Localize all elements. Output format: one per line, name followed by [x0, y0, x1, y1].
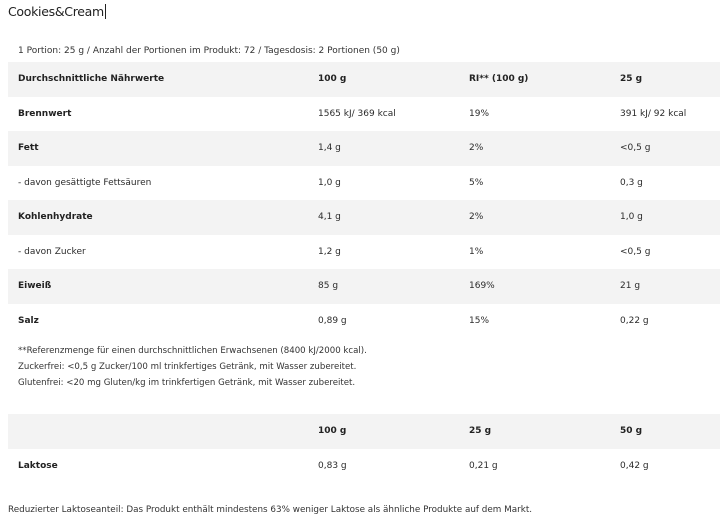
nutrition-table [8, 62, 720, 338]
nutrient-name: Eiweiß [18, 281, 52, 291]
nutrition-header-row [8, 62, 720, 97]
header-25g: 25 g [469, 426, 492, 436]
value-ri: 5% [469, 177, 484, 188]
nutrient-name: - davon gesättigte Fettsäuren [18, 177, 152, 188]
table-row [8, 449, 720, 484]
value-100g: 4,1 g [318, 212, 341, 222]
nutrient-name: Brennwert [18, 108, 72, 119]
table-row [8, 131, 720, 166]
value-ri: 15% [469, 315, 490, 326]
value-100g: 1,4 g [318, 143, 341, 153]
value-100g: 0,83 g [318, 461, 347, 471]
footnote-gluten-free: Glutenfrei: <20 mg Gluten/kg im trinkfertigen Getränk, mit Wasser zubereitet. [18, 378, 356, 388]
header-50g: 50 g [620, 426, 643, 436]
header-25g: 25 g [620, 74, 643, 84]
table-row [8, 97, 720, 132]
value-25g: 0,21 g [469, 461, 498, 471]
table-row [8, 166, 720, 201]
header-100g: 100 g [318, 426, 347, 436]
value-ri: 169% [469, 281, 495, 291]
table-row [8, 235, 720, 270]
value-100g: 1,2 g [318, 246, 341, 257]
value-25g: 1,0 g [620, 212, 643, 222]
nutrient-name: Laktose [18, 461, 58, 471]
value-100g: 0,89 g [318, 315, 347, 326]
footnote-ri: **Referenzmenge für einen durchschnittlichen Erwachsenen (8400 kJ/2000 kcal). [18, 346, 367, 356]
table-row [8, 269, 720, 304]
header-100g: 100 g [318, 74, 347, 84]
value-50g: 0,42 g [620, 461, 649, 471]
nutrient-name: Fett [18, 143, 39, 153]
nutrient-name: - davon Zucker [18, 246, 86, 257]
value-ri: 1% [469, 246, 484, 257]
header-nutrient: Durchschnittliche Nährwerte [18, 74, 165, 84]
product-title[interactable] [8, 4, 106, 19]
value-ri: 19% [469, 108, 490, 119]
text-cursor [105, 4, 106, 19]
value-25g: 391 kJ/ 92 kcal [620, 108, 687, 119]
footnotes [8, 339, 720, 395]
value-25g: <0,5 g [620, 143, 651, 153]
value-25g: 21 g [620, 281, 641, 291]
nutrient-name: Salz [18, 315, 39, 326]
value-25g: <0,5 g [620, 246, 651, 257]
value-100g: 1565 kJ/ 369 kcal [318, 108, 396, 119]
value-100g: 1,0 g [318, 177, 341, 188]
table-row [8, 200, 720, 235]
footnote-sugar-free: Zuckerfrei: <0,5 g Zucker/100 ml trinkfertiges Getränk, mit Wasser zubereitet. [18, 362, 357, 372]
product-title-text: Cookies&Cream [8, 4, 104, 19]
lactose-note: Reduzierter Laktoseanteil: Das Produkt enthält mindestens 63% weniger Laktose als ähnliche Produkte auf dem Markt. [8, 505, 533, 515]
portion-info: 1 Portion: 25 g / Anzahl der Portionen im Produkt: 72 / Tagesdosis: 2 Portionen (50 g) [18, 46, 400, 56]
lactose-header-row [8, 414, 720, 449]
value-ri: 2% [469, 143, 484, 153]
lactose-table [8, 414, 720, 484]
table-row [8, 304, 720, 339]
value-ri: 2% [469, 212, 484, 222]
nutrient-name: Kohlenhydrate [18, 212, 93, 222]
header-ri: RI** (100 g) [469, 74, 529, 84]
value-100g: 85 g [318, 281, 339, 291]
value-25g: 0,3 g [620, 177, 643, 188]
value-25g: 0,22 g [620, 315, 649, 326]
